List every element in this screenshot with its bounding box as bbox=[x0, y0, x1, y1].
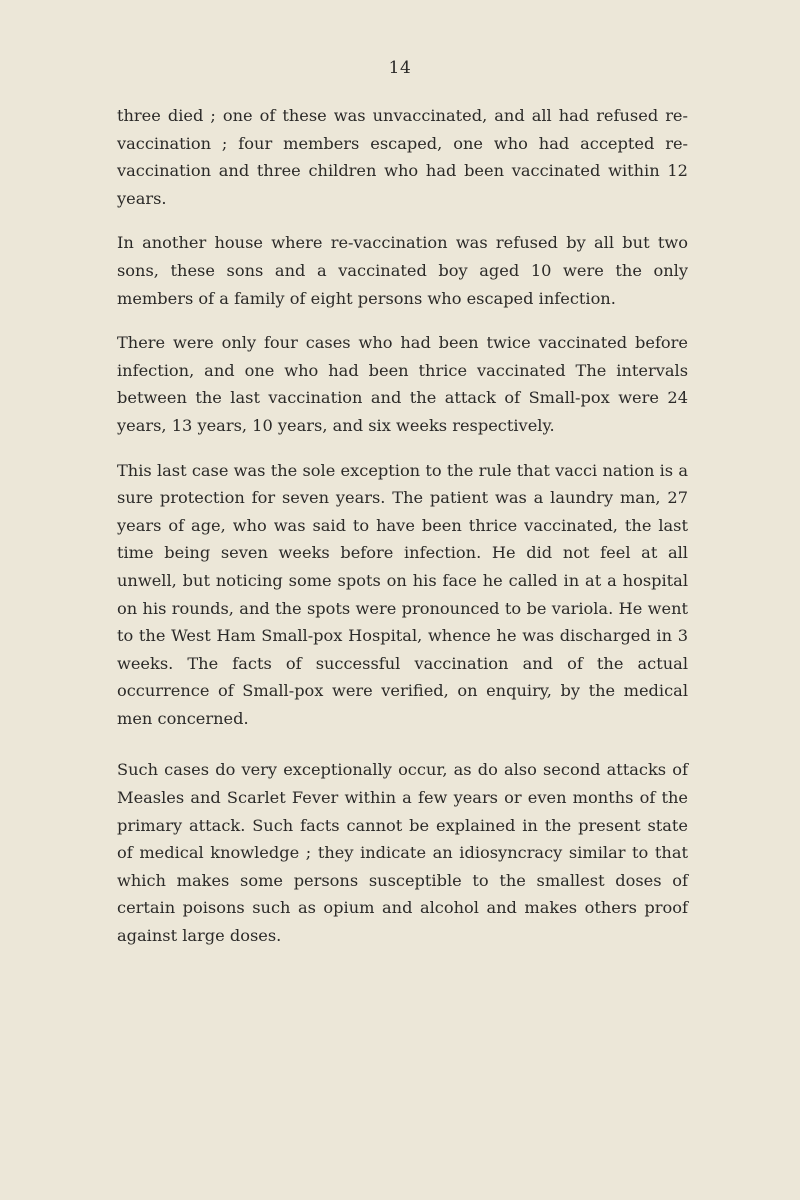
paragraph-4: This last case was the sole exception to the rule that vacci nation is a sure protection for seven years. The patient was a laundry man, 27 years of age, who was said to have been thrice vaccinated, the last time being seven weeks before infection. He did not feel at all unwell, but noticing some spots on his face he called in at a hospital on his rounds, and the spots were pronounced to be variola. He went to the West Ham Small-pox Hospital, whence he was discharged in 3 weeks. The facts of successful vaccination and of the actual occurrence of Small-pox were verified, on enquiry, by the medical men concerned. bbox=[117, 460, 688, 728]
page-number: 14 bbox=[388, 58, 412, 78]
paragraph-2: In another house where re-vaccination was refused by all but two sons, these sons and a vaccinated boy aged 10 were the only members of a family of eight persons who escaped infection. bbox=[117, 233, 688, 308]
paragraph-1: three died ; one of these was unvaccinated, and all had refused re-vaccination ; four members escaped, one who had accepted re-vaccination and three children who had been vaccinated within 12 years. bbox=[117, 106, 688, 208]
body-text bbox=[117, 102, 688, 967]
paragraph-5: Such cases do very exceptionally occur, as do also second attacks of Measles and Scarlet Fever within a few years or even months of the primary attack. Such facts cannot be explained in the present state of medical knowledge ; they indicate an idiosyncracy similar to that which makes some persons susceptible to the smallest doses of certain poisons such as opium and alcohol and makes others proof against large doses. bbox=[117, 760, 688, 946]
paragraph-3: There were only four cases who had been twice vaccinated before infection, and one who had been thrice vaccinated The intervals between the last vaccination and the attack of Small-pox were 24 years, 13 years, 10 years, and six weeks respectively. bbox=[117, 333, 688, 435]
